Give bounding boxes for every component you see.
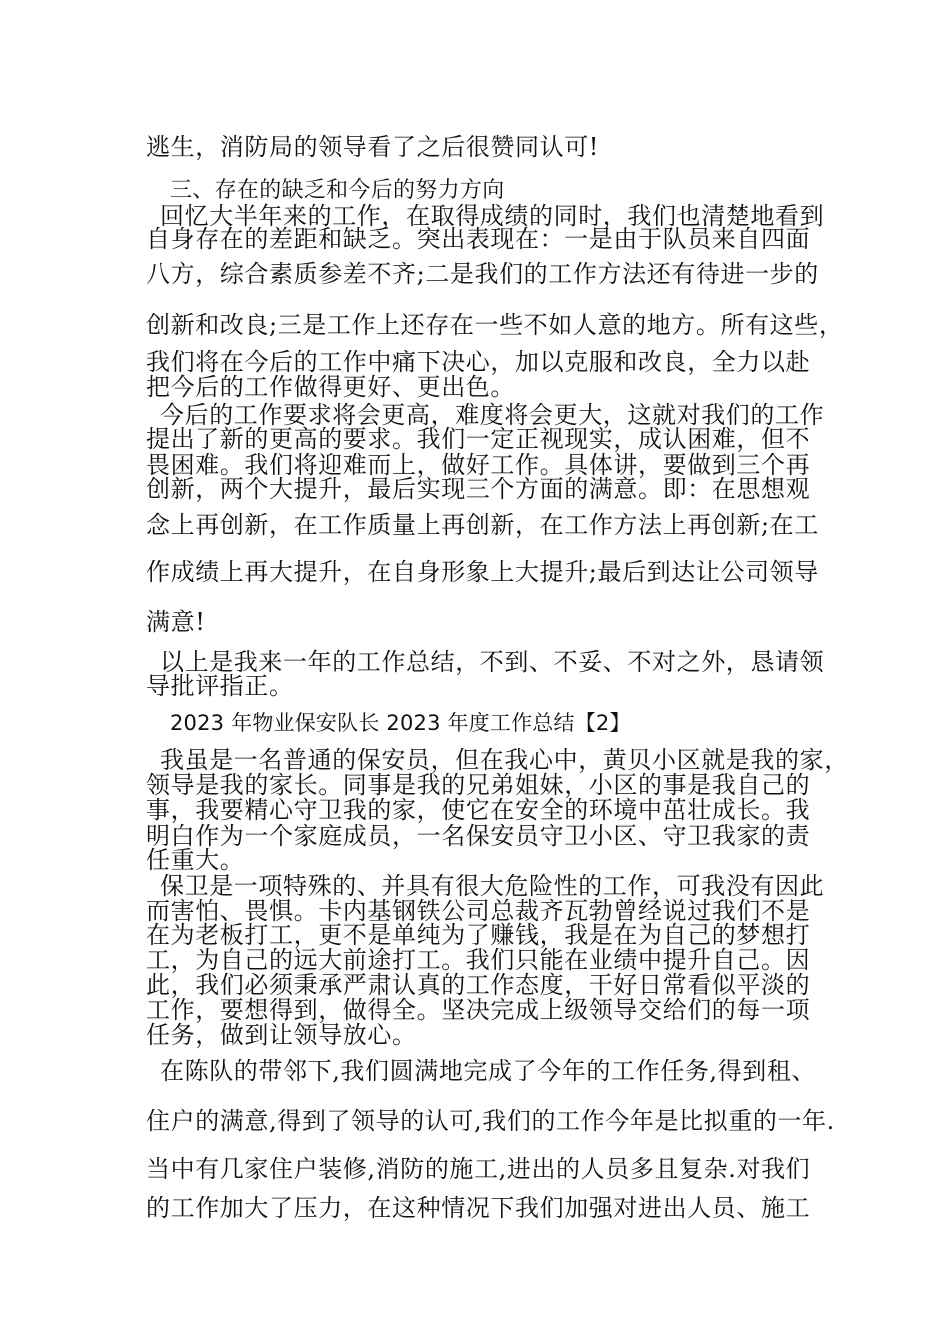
text-line: 任重大。 — [146, 846, 245, 874]
text-line: 此，我们必须秉承严肃认真的工作态度，干好日常看似平淡的 — [146, 971, 811, 999]
text-line: 以上是我来一年的工作总结，不到、不妥、不对之外，恳请领 — [160, 648, 825, 676]
text-line: 逃生，消防局的领导看了之后很赞同认可! — [146, 133, 600, 161]
text-line: 事，我要精心守卫我的家，使它在安全的环境中茁壮成长。我 — [146, 796, 811, 824]
text-line: 提出了新的更高的要求。我们一定正视现实，成认困难，但不 — [146, 425, 811, 453]
text-line: 明白作为一个家庭成员，一名保安员守卫小区、守卫我家的责 — [146, 822, 811, 850]
text-line: 在为老板打工，更不是单纯为了赚钱，我是在为自己的梦想打 — [146, 921, 811, 949]
text-line: 当中有几家住户装修,消防的施工,进出的人员多且复杂.对我们 — [146, 1155, 811, 1183]
text-line: 把今后的工作做得更好、更出色。 — [146, 373, 515, 401]
text-line: 创新，两个大提升，最后实现三个方面的满意。即：在思想观 — [146, 475, 811, 503]
text-line: 创新和改良;三是工作上还存在一些不如人意的地方。所有这些， — [146, 311, 844, 339]
text-line: 导批评指正。 — [146, 672, 294, 700]
section-heading: 三、存在的缺乏和今后的努力方向 — [170, 178, 505, 203]
text-line: 畏困难。我们将迎难而上，做好工作。具体讲，要做到三个再 — [146, 451, 811, 479]
text-line: 而害怕、畏惧。卡内基钢铁公司总裁齐瓦勃曾经说过我们不是 — [146, 897, 811, 925]
text-line: 的工作加大了压力，在这种情况下我们加强对进出人员、施工 — [146, 1194, 811, 1222]
text-line: 念上再创新，在工作质量上再创新，在工作方法上再创新;在工 — [146, 511, 819, 539]
text-line: 满意! — [146, 608, 206, 636]
text-line: 回忆大半年来的工作，在取得成绩的同时，我们也清楚地看到 — [160, 202, 825, 230]
text-line: 自身存在的差距和缺乏。突出表现在：一是由于队员来自四面 — [146, 225, 811, 253]
section-heading: 2023 年物业保安队长 2023 年度工作总结【2】 — [170, 711, 631, 735]
text-line: 今后的工作要求将会更高，难度将会更大，这就对我们的工作 — [160, 401, 825, 429]
text-line: 保卫是一项特殊的、并具有很大危险性的工作，可我没有因此 — [160, 872, 825, 900]
text-line: 我虽是一名普通的保安员，但在我心中，黄贝小区就是我的家， — [160, 746, 849, 774]
text-line: 在陈队的带邻下,我们圆满地完成了今年的工作任务,得到租、 — [160, 1057, 817, 1085]
text-line: 工，为自己的远大前途打工。我们只能在业绩中提升自己。因 — [146, 946, 811, 974]
text-line: 领导是我的家长。同事是我的兄弟姐妹，小区的事是我自己的 — [146, 771, 811, 799]
text-line: 我们将在今后的工作中痛下决心，加以克服和改良，全力以赴 — [146, 348, 811, 376]
text-line: 八方，综合素质参差不齐;二是我们的工作方法还有待进一步的 — [146, 260, 819, 288]
text-line: 工作，要想得到，做得全。坚决完成上级领导交给们的每一项 — [146, 996, 811, 1024]
text-line: 作成绩上再大提升，在自身形象上大提升;最后到达让公司领导 — [146, 558, 819, 586]
text-line: 住户的满意,得到了领导的认可,我们的工作今年是比拟重的一年. — [146, 1107, 835, 1135]
text-line: 任务，做到让领导放心。 — [146, 1021, 417, 1049]
